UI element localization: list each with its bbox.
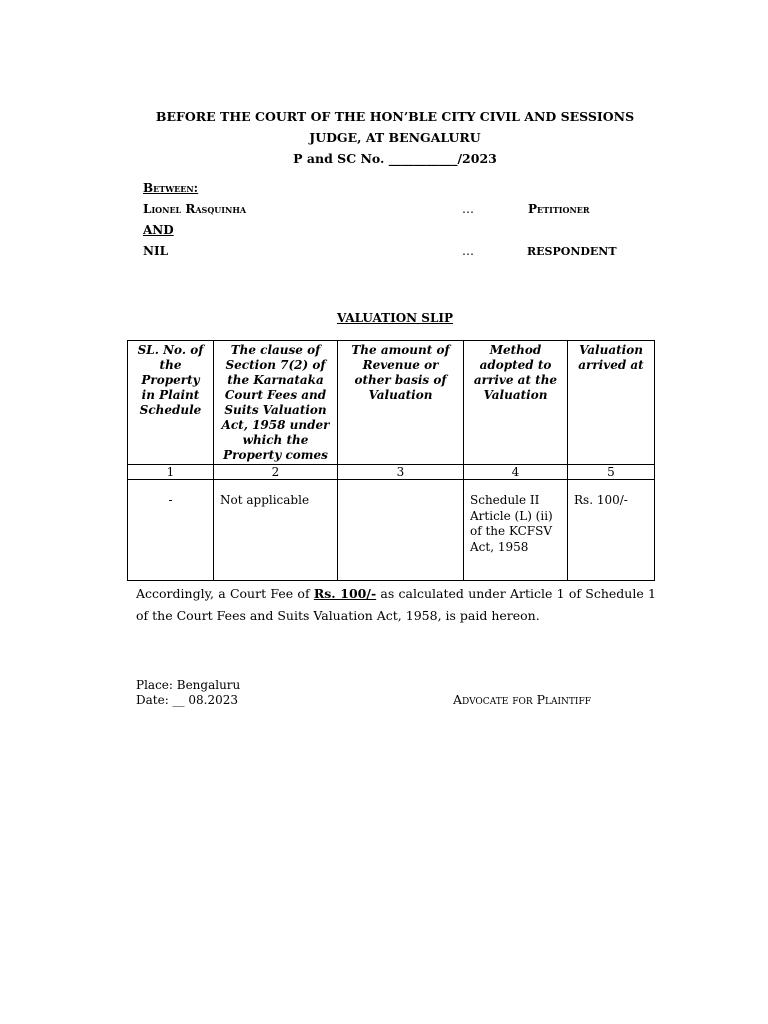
number-cell: 4 [464,465,568,480]
number-cell: 2 [214,465,338,480]
valuation-table [127,340,655,581]
paragraph-text-before: Accordingly, a Court Fee of [136,586,314,601]
advocate-signature-label: Advocate for Plaintiff [453,692,591,707]
petitioner-name: Lionel Rasquinha [143,202,247,216]
petitioner-role: Petitioner [528,202,590,216]
respondent-name: NIL [143,244,169,258]
data-cell: Not applicable [214,480,338,581]
header-cell: Valuation arrived at [568,341,655,465]
court-heading-line2: JUDGE, AT BENGALURU [309,130,481,145]
case-number: P and SC No. ___________/2023 [293,151,497,166]
court-fee-paragraph [136,583,656,627]
table-row [128,480,655,581]
header-cell: SL. No. of the Property in Plaint Schedule [128,341,214,465]
court-heading-line1: BEFORE THE COURT OF THE HON’BLE CITY CIVIL AND SESSIONS [155,109,635,124]
respondent-role: RESPONDENT [527,245,617,258]
table-number-row [128,465,655,480]
table-header-row [128,341,655,465]
date-line: Date: __ 08.2023 [136,693,238,707]
number-cell: 3 [338,465,464,480]
number-cell: 1 [128,465,214,480]
header-cell: The clause of Section 7(2) of the Karnataka Court Fees and Suits Valuation Act, 1958 under which the Property comes [214,341,338,465]
valuation-slip-title: VALUATION SLIP [336,311,454,325]
place-line: Place: Bengaluru [136,678,241,692]
petitioner-dots: … [462,202,474,216]
header-cell: Method adopted to arrive at the Valuation [464,341,568,465]
header-cell: The amount of Revenue or other basis of Valuation [338,341,464,465]
and-label: AND [143,223,174,237]
data-cell [338,480,464,581]
respondent-dots: … [462,244,474,258]
data-cell: Rs. 100/- [568,480,655,581]
number-cell: 5 [568,465,655,480]
data-cell: - [128,480,214,581]
data-cell: Schedule II Article (L) (ii) of the KCFSV Act, 1958 [464,480,568,581]
court-fee-amount: Rs. 100/- [313,586,377,601]
paragraph-text-after: as calculated under Article 1 of Schedule 1 of the Court Fees and Suits Valuation Act, 1958, is paid hereon. [136,586,656,623]
between-label: Between: [143,181,199,195]
